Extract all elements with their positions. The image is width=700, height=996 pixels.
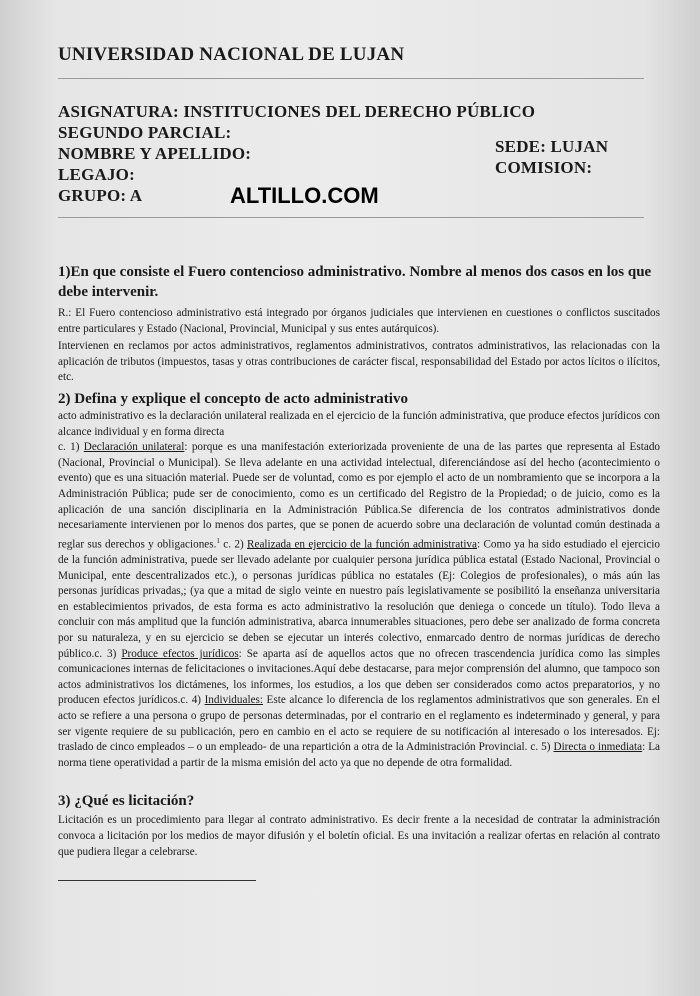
footnote-separator <box>58 880 256 881</box>
c2-label: Realizada en ejercicio de la función administrativa <box>247 538 477 551</box>
question-3-title: 3) ¿Qué es licitación? <box>58 793 195 810</box>
nombre-line: NOMBRE Y APELLIDO: <box>58 144 252 163</box>
question-1-answer-p1: R.: El Fuero contencioso administrativo está integrado por órganos judiciales que intervienen en cuestiones o conflictos suscitados entre particulares y Estado (Nacional, Provincial, Municipal y sus entes autárquicos). <box>58 307 660 335</box>
header-divider <box>58 78 644 79</box>
footnote-mark: 1 <box>216 536 220 545</box>
c1-label: Declaración unilateral <box>83 441 185 454</box>
c1-prefix: c. 1) <box>58 441 84 454</box>
c3-label: Produce efectos jurídicos <box>121 647 239 660</box>
c4-text: Este alcance lo diferencia de los reglamentos administrativos que son generales. En el acto se refiere a una persona o grupo de personas determinadas, por el contrario en el reglamento es indeterminado y general, y para ser vigente requiere de su publicación, pero en cambio en el acto se requiere de su notificación al interesado o los interesados. Ej: traslado de cinco empleados – o un empleado- de una repartición a otra de la Administración Provincial. c. 5) <box>58 694 660 754</box>
exam-header <box>58 101 660 211</box>
question-3-answer: Licitación es un procedimiento para llegar al contrato administrativo. Es decir frente a la necesidad de contratar la administración convoca a licitación por los medios de mayor difusión y el boletín oficial. Es una invitación a realizar ofertas en relación al contrato que pudiera llegar a celebrarse. <box>58 814 660 858</box>
comision-line: COMISION: <box>495 158 593 177</box>
question-2-title: 2) Defina y explique el concepto de acto administrativo <box>58 390 408 407</box>
question-1 <box>58 262 660 386</box>
parcial-line: SEGUNDO PARCIAL: <box>58 123 232 142</box>
sede-line: SEDE: LUJAN <box>495 137 609 156</box>
c5-label: Directa o inmediata <box>553 741 643 754</box>
header-bottom-divider <box>58 217 644 218</box>
question-2 <box>58 389 660 771</box>
grupo-line: GRUPO: A <box>58 186 143 205</box>
sede-block <box>495 136 608 178</box>
c5-text: : La norma tiene operatividad a partir de la misma emisión del acto ya que no depende de otra formalidad. <box>58 741 660 769</box>
university-name: UNIVERSIDAD NACIONAL DE LUJAN <box>58 44 405 65</box>
c2-prefix: c. 2) <box>219 538 248 551</box>
question-1-answer-p2: Intervienen en reclamos por actos administrativos, reglamentos administrativos, contratos administrativos, las relacionadas con la aplicación de tributos (impuestos, tasas y otras contribuciones de carácter fiscal, responsabilidad del Estado por actos lícitos o ilícitos, etc. <box>58 340 660 384</box>
watermark: ALTILLO.COM <box>230 183 379 208</box>
question-3 <box>58 791 660 860</box>
c3-text: : Se aparta así de aquellos actos que no ofrecen trascendencia jurídica como las simples comunicaciones internas de felicitaciones o invitaciones.Aquí debe destacarse, para mejor comprensión del alumno, que tampoco son actos administrativos los dictámenes, los informes, los estudios, a los que deben ser considerados como actos preparatorios, y no producen efectos jurídicos.c. 4) <box>58 647 660 707</box>
asignatura-line: ASIGNATURA: INSTITUCIONES DEL DERECHO PÚBLICO <box>58 102 536 121</box>
question-1-title: 1)En que consiste el Fuero contencioso administrativo. Nombre al menos dos casos en los que debe intervenir. <box>58 264 652 300</box>
question-2-intro: acto administrativo es la declaración unilateral realizada en el ejercicio de la función administrativa, que produce efectos jurídicos con alcance individual y en forma directa <box>58 409 660 438</box>
c2-text: : Como ya ha sido estudiado el ejercicio de la función administrativa, puede ser llevado adelante por cualquier persona jurídica pública estatal (Estado Nacional, Provincial o Municipal, ente descentralizados etc.), o personas jurídicas pública no estatales (Ej: Colegios de profesionales), o más aún las personas jurídicas privadas,; (ya que a mitad de siglo veinte en nuestro país legislativamente se posibilitó la enseñanza universitaria en establecimientos privados, de esta forma es acto administrativo la resolución que deniega o concede un título). Todo lleva a concluir con más amplitud que la función administrativa, abarca innumerables situaciones, pero debe ser analizado de forma concreta por su naturaleza, y en su ejercicio se deben se ejecutar un interés colectivo, enmarcado dentro de normas jurídicas de derecho público.c. 3) <box>58 538 661 660</box>
question-2-body <box>58 440 660 771</box>
c4-label: Individuales: <box>204 694 263 707</box>
legajo-line: LEGAJO: <box>58 165 135 184</box>
c1-text: : porque es una manifestación exteriorizada proveniente de una de las partes que representa al Estado (Nacional, Provincial o Municipal). Se lleva adelante en una actividad intelectual, diferenciándose así del hecho (acontecimiento o evento) que es una situación material. Puede ser de voluntad, como es por ejemplo el acto de un nombramiento que se incorpora a la Administración Pública; pude ser de conocimiento, como es un certificado del Registro de la Propiedad; o de juicio, como es la aplicación de una sanción disciplinaria en la Administración Pública.Se diferencia de los contratos administrativos donde necesariamente intervienen por lo menos dos partes, que se ponen de acuerdo sobre una declaración de voluntad común destinada a reglar sus derechos y obligaciones. <box>58 441 661 551</box>
